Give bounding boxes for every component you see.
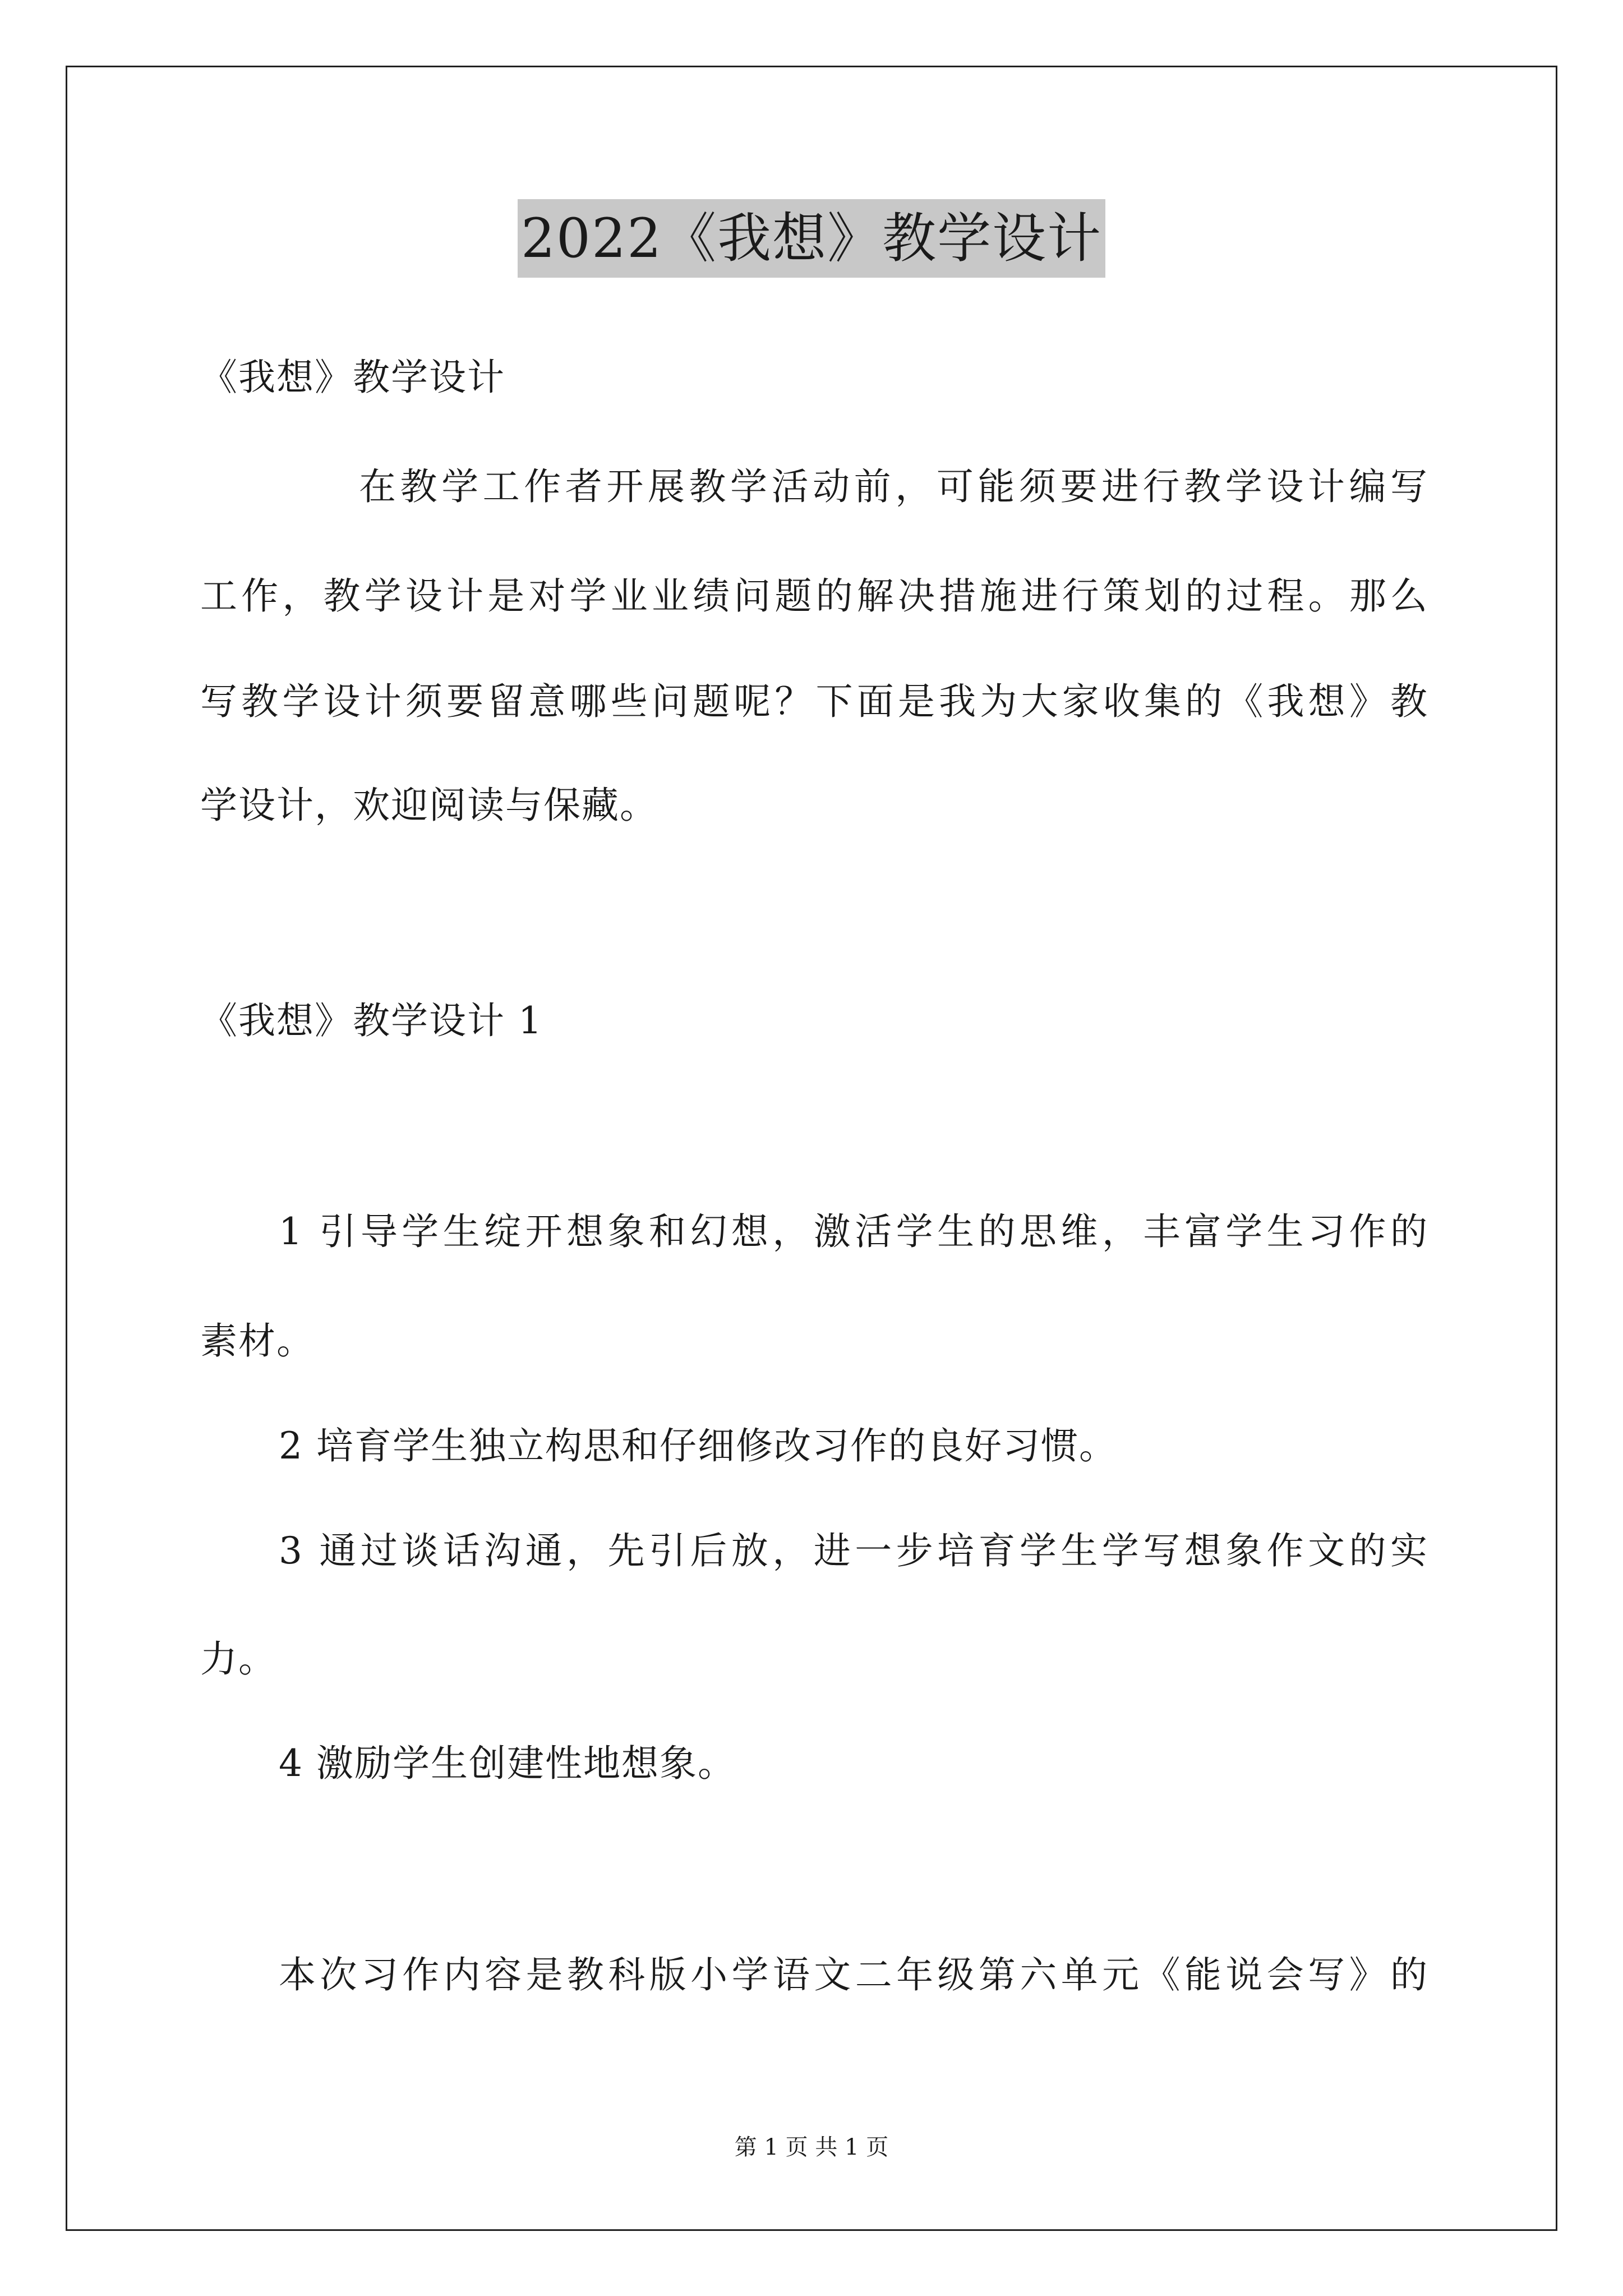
goal-3-line-1: 3 通过谈话沟通，先引后放，进一步培育学生学写想象作文的实 (279, 1529, 1428, 1572)
intro-line-3: 写教学设计须要留意哪些问题呢？下面是我为大家收集的《我想》教 (200, 680, 1428, 723)
document-title-text: 2022《我想》教学设计 (518, 199, 1105, 278)
intro-line-4: 学设计，欢迎阅读与保藏。 (200, 784, 658, 827)
intro-line-1: 在教学工作者开展教学活动前，可能须要进行教学设计编写 (359, 465, 1428, 508)
goal-1-line-1: 1 引导学生绽开想象和幻想，激活学生的思维，丰富学生习作的 (279, 1210, 1428, 1253)
goal-4: 4 激励学生创建性地想象。 (279, 1742, 736, 1785)
subtitle: 《我想》教学设计 (200, 356, 505, 399)
goal-3-line-2: 力。 (200, 1637, 276, 1681)
intro-line-2: 工作，教学设计是对学业业绩问题的解决措施进行策划的过程。那么 (200, 574, 1428, 618)
section-heading: 《我想》教学设计 1 (200, 999, 543, 1042)
goal-2: 2 培育学生独立构思和仔细修改习作的良好习惯。 (279, 1424, 1117, 1467)
document-title (0, 199, 1623, 278)
goal-1-line-2: 素材。 (200, 1319, 315, 1363)
page-footer: 第 1 页 共 1 页 (734, 2134, 889, 2160)
body-last-line: 本次习作内容是教科版小学语文二年级第六单元《能说会写》的 (279, 1953, 1428, 1996)
